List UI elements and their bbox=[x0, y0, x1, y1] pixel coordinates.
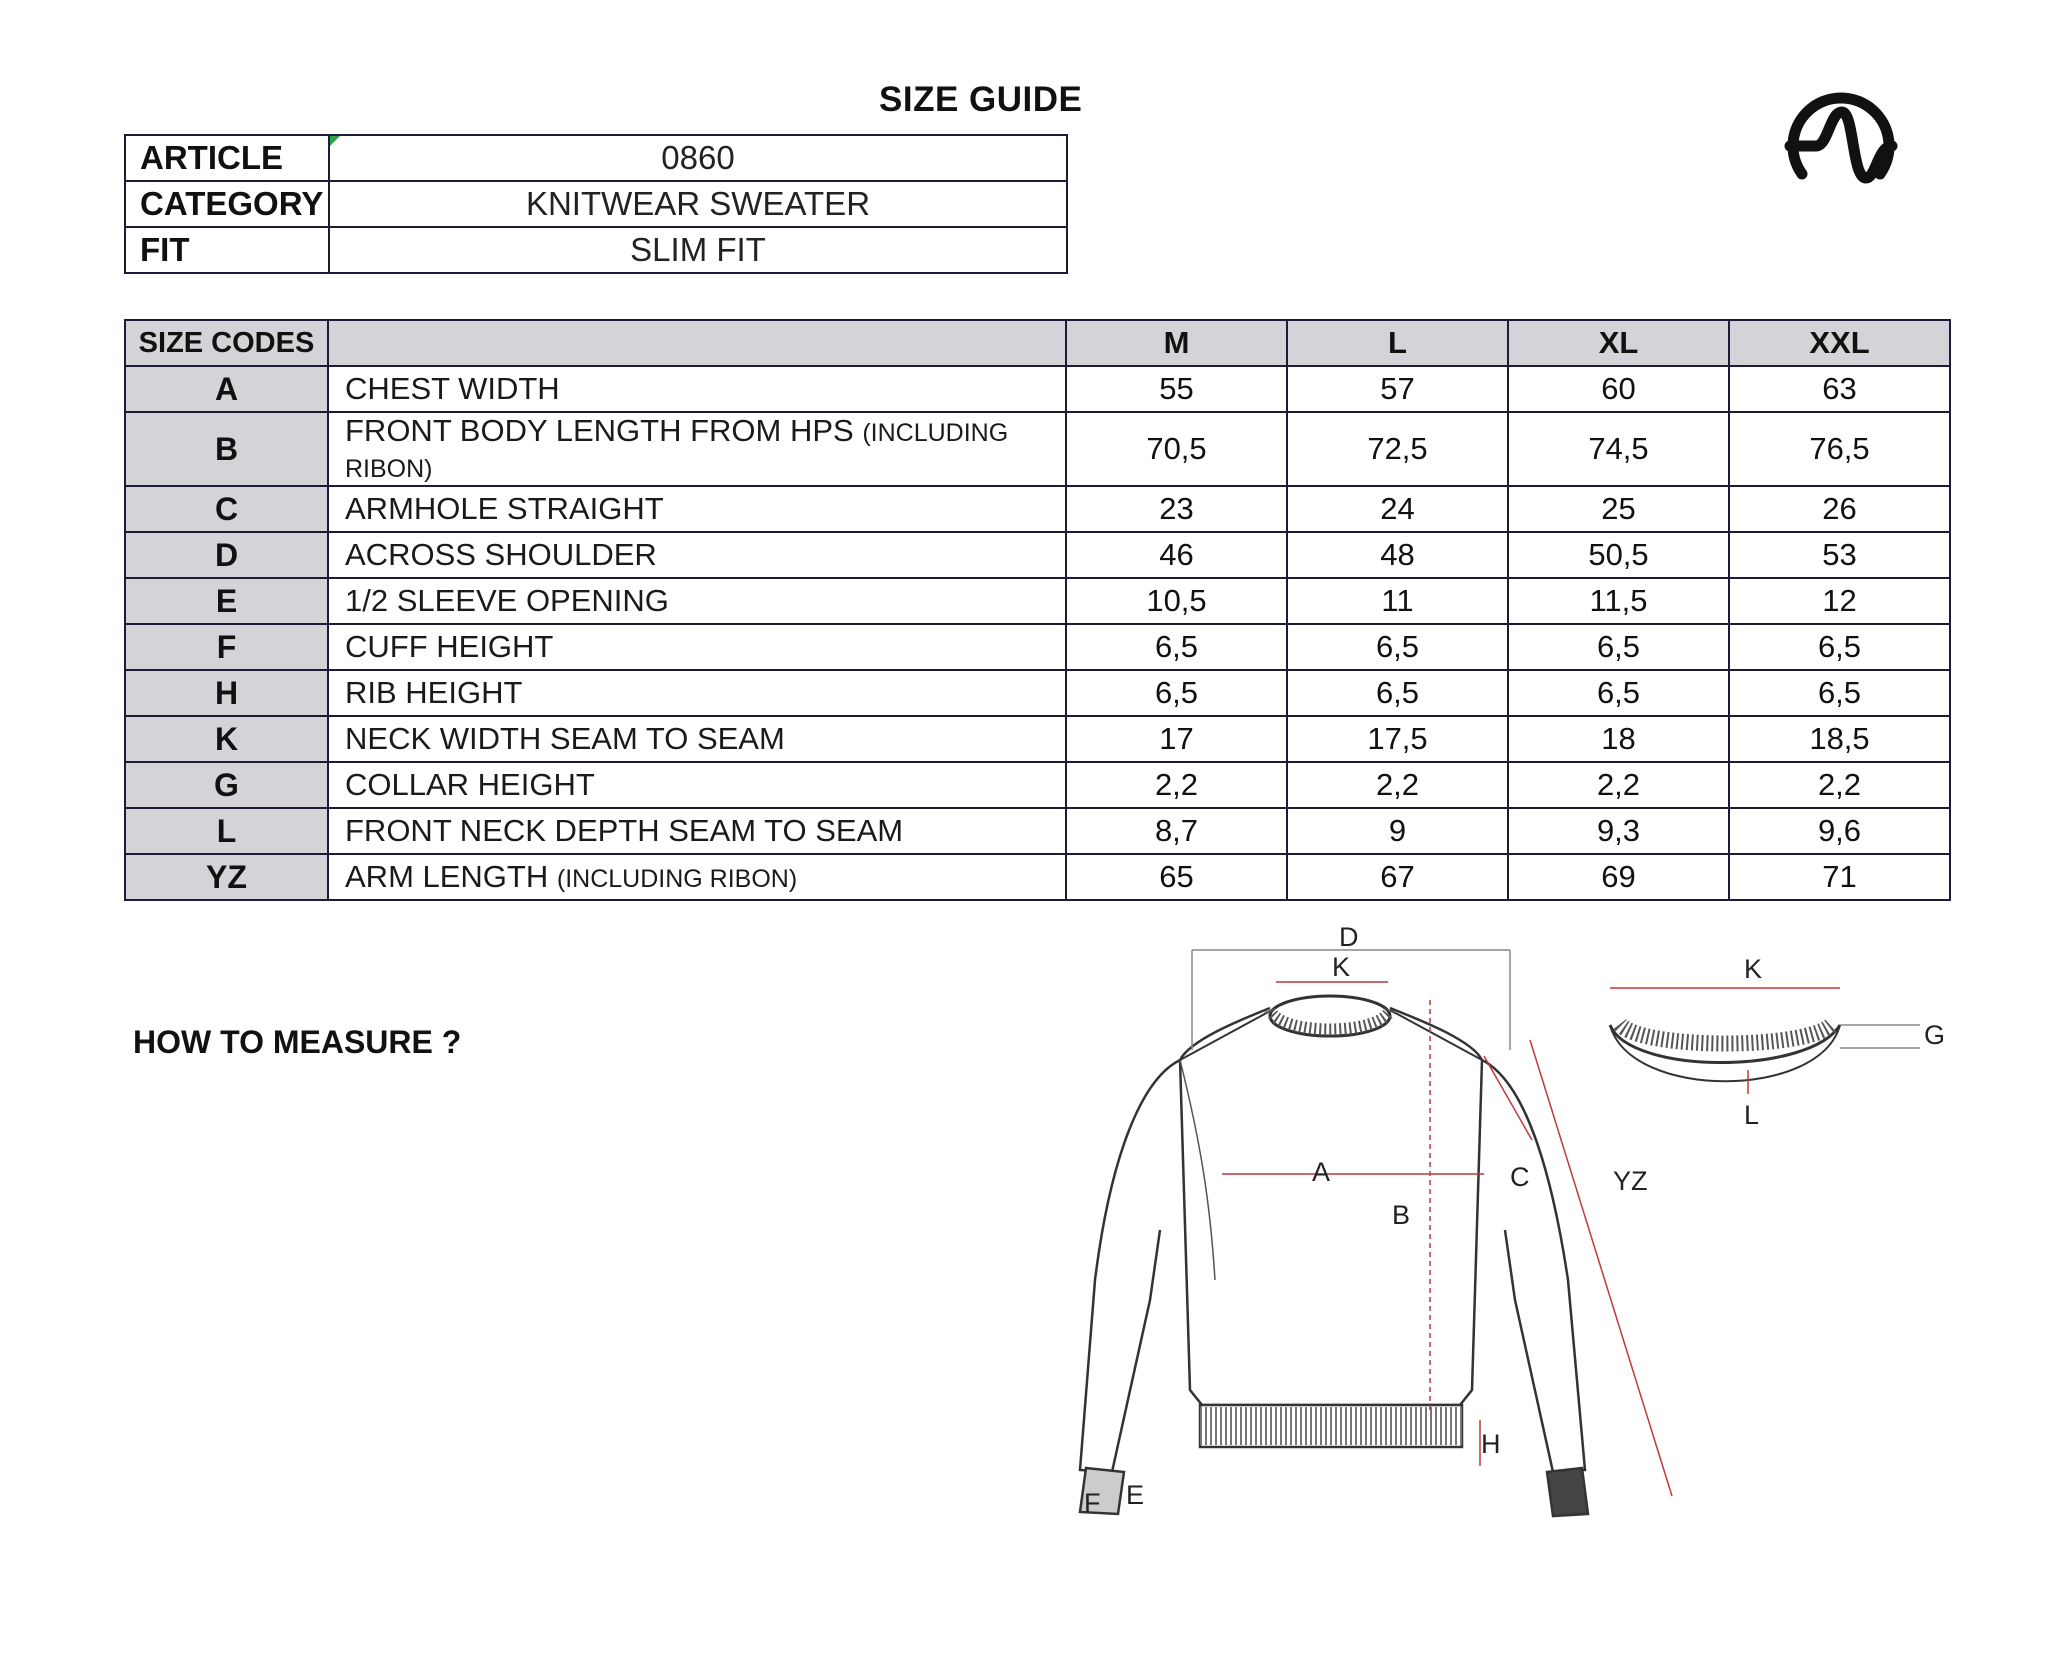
table-row bbox=[125, 578, 1950, 624]
size-value-cell: 10,5 bbox=[1066, 578, 1287, 624]
size-value-cell: 50,5 bbox=[1508, 532, 1729, 578]
size-code-cell: A bbox=[125, 366, 328, 412]
size-table-header bbox=[125, 320, 1950, 366]
label-g: G bbox=[1924, 1020, 1946, 1050]
size-value-cell: 8,7 bbox=[1066, 808, 1287, 854]
measurement-description-cell bbox=[328, 716, 1066, 762]
size-code-cell: E bbox=[125, 578, 328, 624]
size-value-cell: 2,2 bbox=[1508, 762, 1729, 808]
table-row bbox=[125, 716, 1950, 762]
how-to-measure-heading: HOW TO MEASURE ? bbox=[133, 1024, 462, 1060]
measurement-name: NECK WIDTH SEAM TO SEAM bbox=[345, 721, 785, 756]
size-value-cell: 76,5 bbox=[1729, 412, 1950, 486]
measurement-description-cell bbox=[328, 854, 1066, 900]
measurement-name: FRONT NECK DEPTH SEAM TO SEAM bbox=[345, 813, 904, 848]
label-a: A bbox=[1312, 1157, 1331, 1187]
size-header-xl: XL bbox=[1508, 320, 1729, 366]
measurement-name: CUFF HEIGHT bbox=[345, 629, 554, 664]
category-row bbox=[125, 181, 1067, 227]
size-codes-header: SIZE CODES bbox=[125, 320, 328, 366]
size-value-cell: 26 bbox=[1729, 486, 1950, 532]
measurement-name: ARMHOLE STRAIGHT bbox=[345, 491, 664, 526]
size-value-cell: 70,5 bbox=[1066, 412, 1287, 486]
table-row bbox=[125, 412, 1950, 486]
table-row bbox=[125, 854, 1950, 900]
size-value-cell: 46 bbox=[1066, 532, 1287, 578]
size-value-cell: 6,5 bbox=[1066, 624, 1287, 670]
size-value-cell: 69 bbox=[1508, 854, 1729, 900]
label-h: H bbox=[1481, 1429, 1501, 1459]
size-code-cell: F bbox=[125, 624, 328, 670]
size-value-cell: 6,5 bbox=[1508, 670, 1729, 716]
table-row bbox=[125, 532, 1950, 578]
size-value-cell: 6,5 bbox=[1287, 670, 1508, 716]
table-row bbox=[125, 808, 1950, 854]
size-code-cell: H bbox=[125, 670, 328, 716]
size-value-cell: 67 bbox=[1287, 854, 1508, 900]
measurement-note: (INCLUDING RIBON) bbox=[345, 419, 1009, 483]
size-value-cell: 24 bbox=[1287, 486, 1508, 532]
size-value-cell: 48 bbox=[1287, 532, 1508, 578]
size-code-cell: G bbox=[125, 762, 328, 808]
measurement-name: ARM LENGTH bbox=[345, 859, 549, 894]
category-value: KNITWEAR SWEATER bbox=[329, 181, 1067, 227]
measurement-description-cell bbox=[328, 486, 1066, 532]
size-value-cell: 53 bbox=[1729, 532, 1950, 578]
measurement-name: FRONT BODY LENGTH FROM HPS bbox=[345, 413, 854, 448]
size-value-cell: 2,2 bbox=[1729, 762, 1950, 808]
measurement-description-cell bbox=[328, 366, 1066, 412]
size-value-cell: 57 bbox=[1287, 366, 1508, 412]
size-code-cell: C bbox=[125, 486, 328, 532]
article-value: 0860 bbox=[329, 135, 1067, 181]
size-value-cell: 72,5 bbox=[1287, 412, 1508, 486]
size-value-cell: 6,5 bbox=[1287, 624, 1508, 670]
article-label: ARTICLE bbox=[125, 135, 329, 181]
size-value-cell: 63 bbox=[1729, 366, 1950, 412]
size-header-xxl: XXL bbox=[1729, 320, 1950, 366]
table-row bbox=[125, 762, 1950, 808]
measurement-description-cell bbox=[328, 624, 1066, 670]
fit-value: SLIM FIT bbox=[329, 227, 1067, 273]
fit-row bbox=[125, 227, 1067, 273]
measurement-name: COLLAR HEIGHT bbox=[345, 767, 595, 802]
label-yz: YZ bbox=[1613, 1166, 1648, 1196]
measurement-description-cell bbox=[328, 532, 1066, 578]
size-code-cell: L bbox=[125, 808, 328, 854]
size-value-cell: 6,5 bbox=[1066, 670, 1287, 716]
measurement-description-cell bbox=[328, 412, 1066, 486]
label-b: B bbox=[1392, 1200, 1411, 1230]
label-d: D bbox=[1339, 922, 1359, 952]
size-value-cell: 9,3 bbox=[1508, 808, 1729, 854]
size-value-cell: 9 bbox=[1287, 808, 1508, 854]
description-header bbox=[328, 320, 1066, 366]
measurement-name: RIB HEIGHT bbox=[345, 675, 523, 710]
size-header-m: M bbox=[1066, 320, 1287, 366]
label-c: C bbox=[1510, 1162, 1530, 1192]
fit-label: FIT bbox=[125, 227, 329, 273]
size-value-cell: 11,5 bbox=[1508, 578, 1729, 624]
size-table-body bbox=[125, 366, 1950, 900]
measurement-name: CHEST WIDTH bbox=[345, 371, 560, 406]
measurement-name: 1/2 SLEEVE OPENING bbox=[345, 583, 669, 618]
article-info-table bbox=[124, 134, 1068, 274]
size-code-cell: K bbox=[125, 716, 328, 762]
measurement-name: ACROSS SHOULDER bbox=[345, 537, 657, 572]
size-value-cell: 12 bbox=[1729, 578, 1950, 624]
size-value-cell: 55 bbox=[1066, 366, 1287, 412]
size-value-cell: 17 bbox=[1066, 716, 1287, 762]
page-title: SIZE GUIDE bbox=[879, 80, 1083, 119]
size-value-cell: 60 bbox=[1508, 366, 1729, 412]
size-code-cell: YZ bbox=[125, 854, 328, 900]
label-e: E bbox=[1126, 1480, 1145, 1510]
size-value-cell: 6,5 bbox=[1729, 624, 1950, 670]
size-value-cell: 17,5 bbox=[1287, 716, 1508, 762]
size-table bbox=[124, 319, 1951, 901]
label-k: K bbox=[1332, 952, 1351, 982]
measurement-note: (INCLUDING RIBON) bbox=[556, 865, 798, 893]
size-value-cell: 2,2 bbox=[1066, 762, 1287, 808]
measurement-description-cell bbox=[328, 670, 1066, 716]
size-value-cell: 9,6 bbox=[1729, 808, 1950, 854]
size-value-cell: 74,5 bbox=[1508, 412, 1729, 486]
label-k-collar: K bbox=[1744, 954, 1763, 984]
sweater-measurement-diagram bbox=[1040, 900, 2000, 1540]
measurement-description-cell bbox=[328, 762, 1066, 808]
label-f: F bbox=[1084, 1488, 1101, 1518]
table-row bbox=[125, 624, 1950, 670]
size-value-cell: 11 bbox=[1287, 578, 1508, 624]
size-value-cell: 6,5 bbox=[1508, 624, 1729, 670]
size-value-cell: 65 bbox=[1066, 854, 1287, 900]
measurement-description-cell bbox=[328, 808, 1066, 854]
label-l: L bbox=[1744, 1100, 1760, 1130]
size-value-cell: 25 bbox=[1508, 486, 1729, 532]
measurement-description-cell bbox=[328, 578, 1066, 624]
category-label: CATEGORY bbox=[125, 181, 329, 227]
table-row bbox=[125, 486, 1950, 532]
article-row bbox=[125, 135, 1067, 181]
size-value-cell: 6,5 bbox=[1729, 670, 1950, 716]
size-header-l: L bbox=[1287, 320, 1508, 366]
table-row bbox=[125, 670, 1950, 716]
table-row bbox=[125, 366, 1950, 412]
size-value-cell: 18,5 bbox=[1729, 716, 1950, 762]
size-value-cell: 71 bbox=[1729, 854, 1950, 900]
brand-logo-icon bbox=[1782, 88, 1900, 200]
size-code-cell: D bbox=[125, 532, 328, 578]
size-value-cell: 18 bbox=[1508, 716, 1729, 762]
size-value-cell: 23 bbox=[1066, 486, 1287, 532]
size-code-cell: B bbox=[125, 412, 328, 486]
size-value-cell: 2,2 bbox=[1287, 762, 1508, 808]
